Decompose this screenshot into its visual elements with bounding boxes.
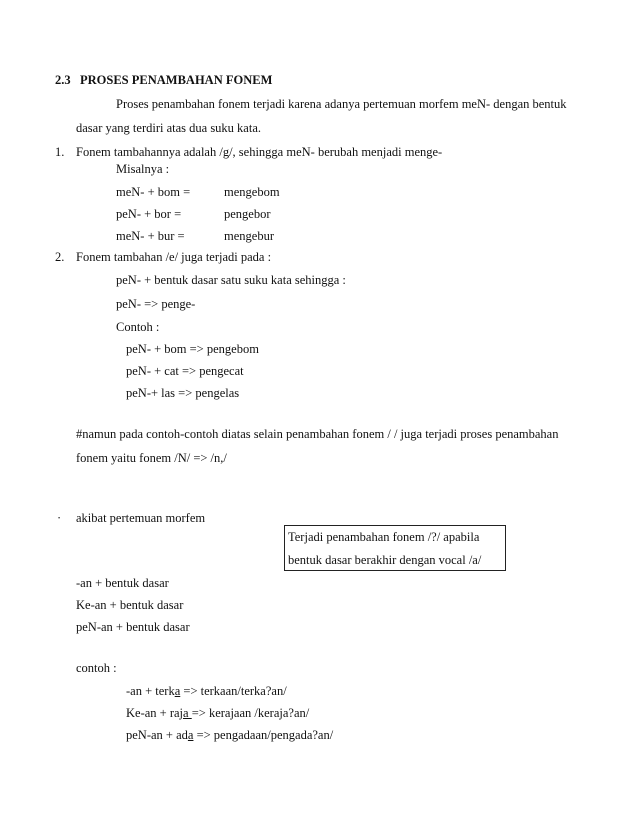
note-line-1: #namun pada contoh-contoh diatas selain penambahan fonem / / juga terjadi proses penambahan: [76, 427, 559, 441]
example-prefix: Ke-an + raj: [126, 706, 184, 720]
section-number: 2.3: [55, 73, 71, 87]
example-result: => kerajaan /keraja?an/: [191, 706, 310, 720]
section-heading: [55, 72, 272, 88]
section-3-example: [126, 727, 333, 743]
point-2-text: Fonem tambahan /e/ juga terjadi pada :: [76, 250, 272, 264]
example-lhs: peN- + bor =: [116, 207, 182, 221]
affix-item: -an + bentuk dasar: [76, 576, 169, 590]
bullet-dot: ·: [57, 511, 62, 525]
rule-box-line-1: Terjadi penambahan fonem /?/ apabila: [288, 530, 480, 544]
point-1-number: 1.: [55, 145, 65, 159]
example-underlined: a: [183, 706, 192, 720]
example-prefix: peN-an + ad: [126, 728, 188, 742]
section-3-example: [126, 683, 287, 699]
example-lhs: meN- + bom =: [116, 185, 191, 199]
example-prefix: -an + terk: [126, 684, 175, 698]
example-result: => pengadaan/pengada?an/: [193, 728, 334, 742]
section-title: PROSES PENAMBAHAN FONEM: [80, 73, 273, 87]
point-2-rule: peN- + bentuk dasar satu suku kata sehingga :: [116, 273, 346, 287]
point-1-example-label: Misalnya :: [116, 162, 170, 176]
section-3-example: [126, 705, 309, 721]
example-rhs: mengebom: [224, 185, 280, 199]
affix-item: Ke-an + bentuk dasar: [76, 598, 184, 612]
example-result: => terkaan/terka?an/: [180, 684, 287, 698]
note-line-2: fonem yaitu fonem /N/ => /n,/: [76, 451, 227, 465]
example-rhs: pengebor: [224, 207, 271, 221]
point-2-example-label: Contoh :: [116, 320, 160, 334]
rule-box-line-2: bentuk dasar berakhir dengan vocal /a/: [288, 553, 482, 567]
point-2-rule-result: peN- => penge-: [116, 297, 196, 311]
point-1-text: Fonem tambahannya adalah /g/, sehingga meN- berubah menjadi menge-: [76, 145, 443, 159]
affix-item: peN-an + bentuk dasar: [76, 620, 190, 634]
example-rhs: mengebur: [224, 229, 274, 243]
point-2-example: peN- + bom => pengebom: [126, 342, 259, 356]
intro-line-1: Proses penambahan fonem terjadi karena adanya pertemuan morfem meN- dengan bentuk: [116, 97, 567, 111]
section-3-title: akibat pertemuan morfem: [76, 511, 206, 525]
point-2-number: 2.: [55, 250, 65, 264]
example-underlined: a: [187, 728, 194, 742]
example-underlined: a: [174, 684, 181, 698]
point-2-example: peN- + cat => pengecat: [126, 364, 244, 378]
point-2-example: peN-+ las => pengelas: [126, 386, 240, 400]
example-lhs: meN- + bur =: [116, 229, 185, 243]
section-3-example-label: contoh :: [76, 661, 117, 675]
intro-line-2: dasar yang terdiri atas dua suku kata.: [76, 121, 262, 135]
